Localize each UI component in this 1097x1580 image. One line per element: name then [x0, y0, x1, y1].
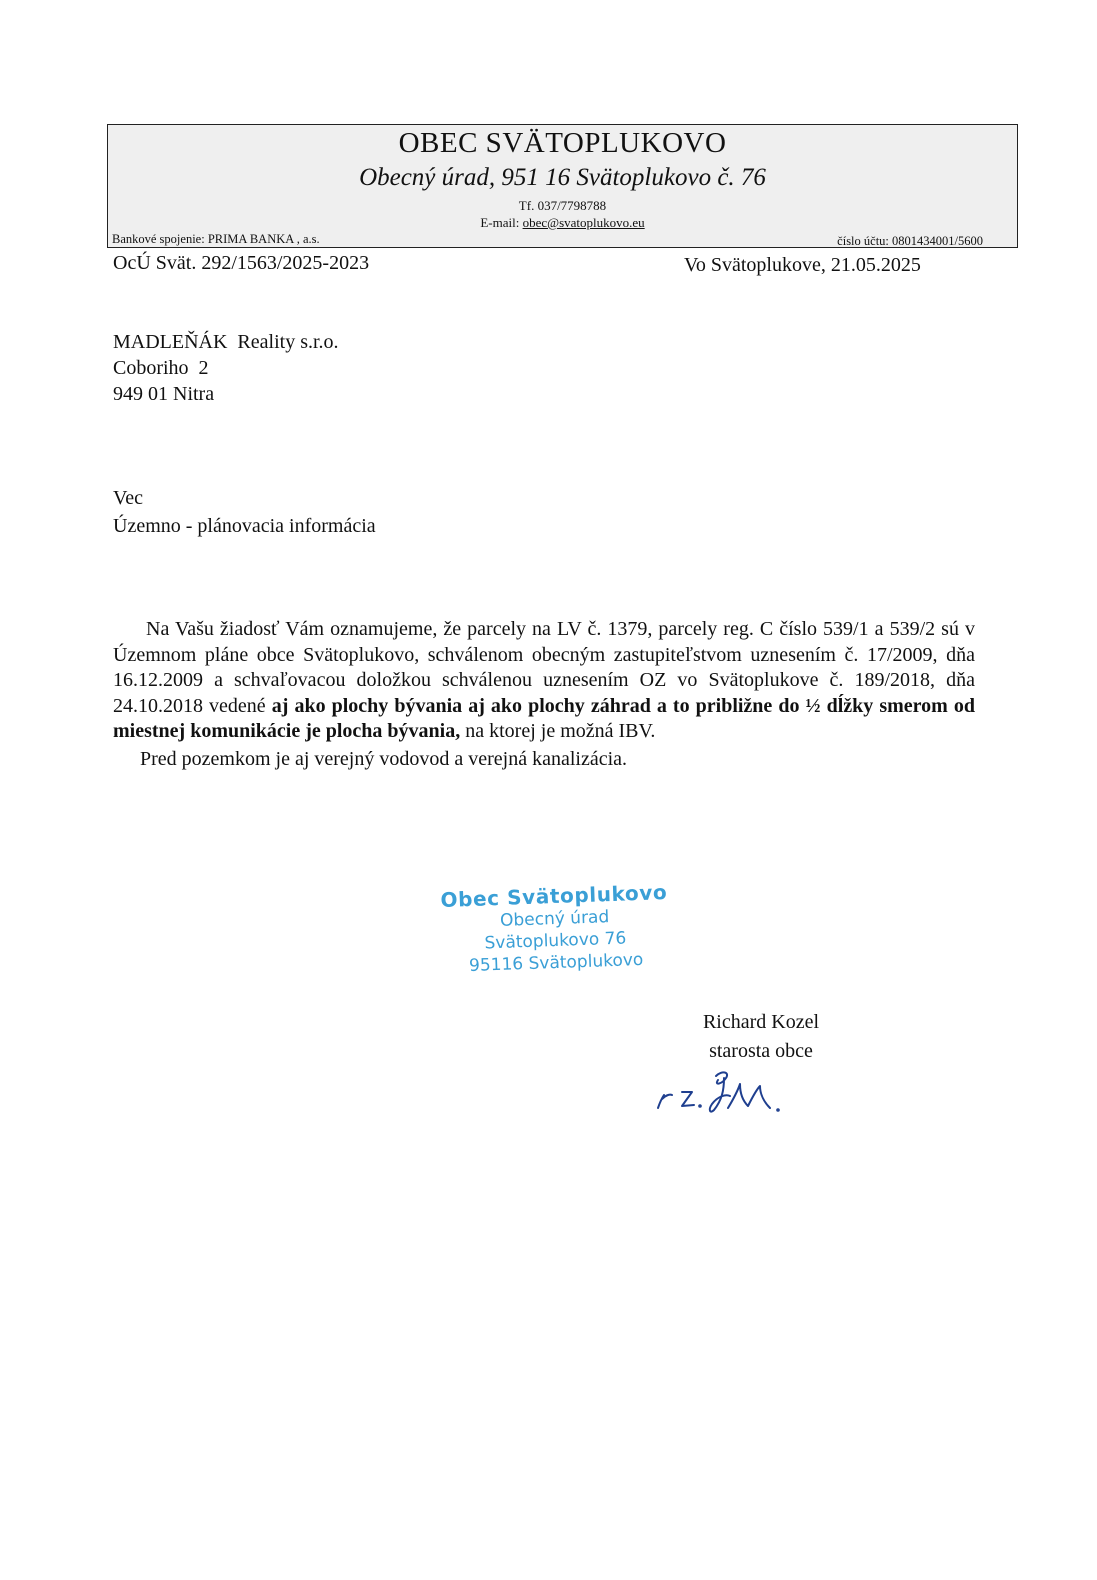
- stamp-line-2: Obecný úrad: [499, 907, 610, 931]
- stamp-line-3: Svätoplukovo 76: [484, 928, 627, 954]
- recipient-street: Coboriho 2: [113, 357, 209, 379]
- recipient-address: [113, 329, 339, 407]
- office-email-line: [108, 215, 1017, 231]
- stamp-line-4: 95116 Svätoplukovo: [468, 949, 644, 977]
- subject-block: [113, 484, 376, 540]
- signer-title: starosta obce: [709, 1040, 813, 1062]
- signer-name: Richard Kozel: [702, 1011, 820, 1033]
- body-p1-part2: na ktorej je možná IBV.: [460, 720, 656, 742]
- bank-info: Bankové spojenie: PRIMA BANKA , a.s.: [112, 232, 320, 246]
- office-phone: Tf. 037/7798788: [518, 198, 607, 213]
- signer-block: [676, 1008, 846, 1066]
- body-p1-bold: aj ako plochy bývania aj ako plochy záhrad a to približne do ½ dĺžky smerom od miestnej komunikácie je plocha bývania,: [113, 694, 975, 742]
- municipality-title: OBEC SVÄTOPLUKOVO: [398, 127, 727, 159]
- body-p1-part1: Na Vašu žiadosť Vám oznamujeme, že parcely na LV č. 1379, parcely reg. C číslo 539/1 a 539/2 sú v Územnom pláne obce Svätoplukovo, schválenom obecným zastupiteľstvom uznesením č. 17/2009, dňa 16.12.2009 a schvaľovacou doložkou schválenou uznesením OZ vo Svätoplukove č. 189/2018, dňa 24.10.2018 vedené: [113, 618, 975, 717]
- office-address: Obecný úrad, 951 16 Svätoplukovo č. 76: [359, 164, 766, 191]
- reference-number: OcÚ Svät. 292/1563/2025-2023: [113, 252, 370, 274]
- email-label: E-mail:: [480, 215, 523, 230]
- letter-body: [113, 617, 975, 772]
- recipient-city: 949 01 Nitra: [113, 383, 215, 405]
- official-stamp: [429, 880, 682, 979]
- subject-text: Územno - plánovacia informácia: [113, 515, 376, 537]
- handwritten-signature: [652, 1068, 792, 1120]
- subject-label: Vec: [113, 487, 143, 509]
- body-paragraph-2: Pred pozemkom je aj verejný vodovod a verejná kanalizácia.: [140, 747, 628, 770]
- email-link[interactable]: obec@svatoplukovo.eu: [522, 215, 645, 230]
- letterhead: [107, 124, 1018, 248]
- account-number: číslo účtu: 0801434001/5600: [837, 234, 983, 248]
- place-date: Vo Svätoplukove, 21.05.2025: [684, 254, 921, 276]
- recipient-name: MADLEŇÁK Reality s.r.o.: [113, 331, 339, 353]
- stamp-line-1: Obec Svätoplukovo: [440, 880, 668, 912]
- body-paragraph-1: [113, 617, 975, 745]
